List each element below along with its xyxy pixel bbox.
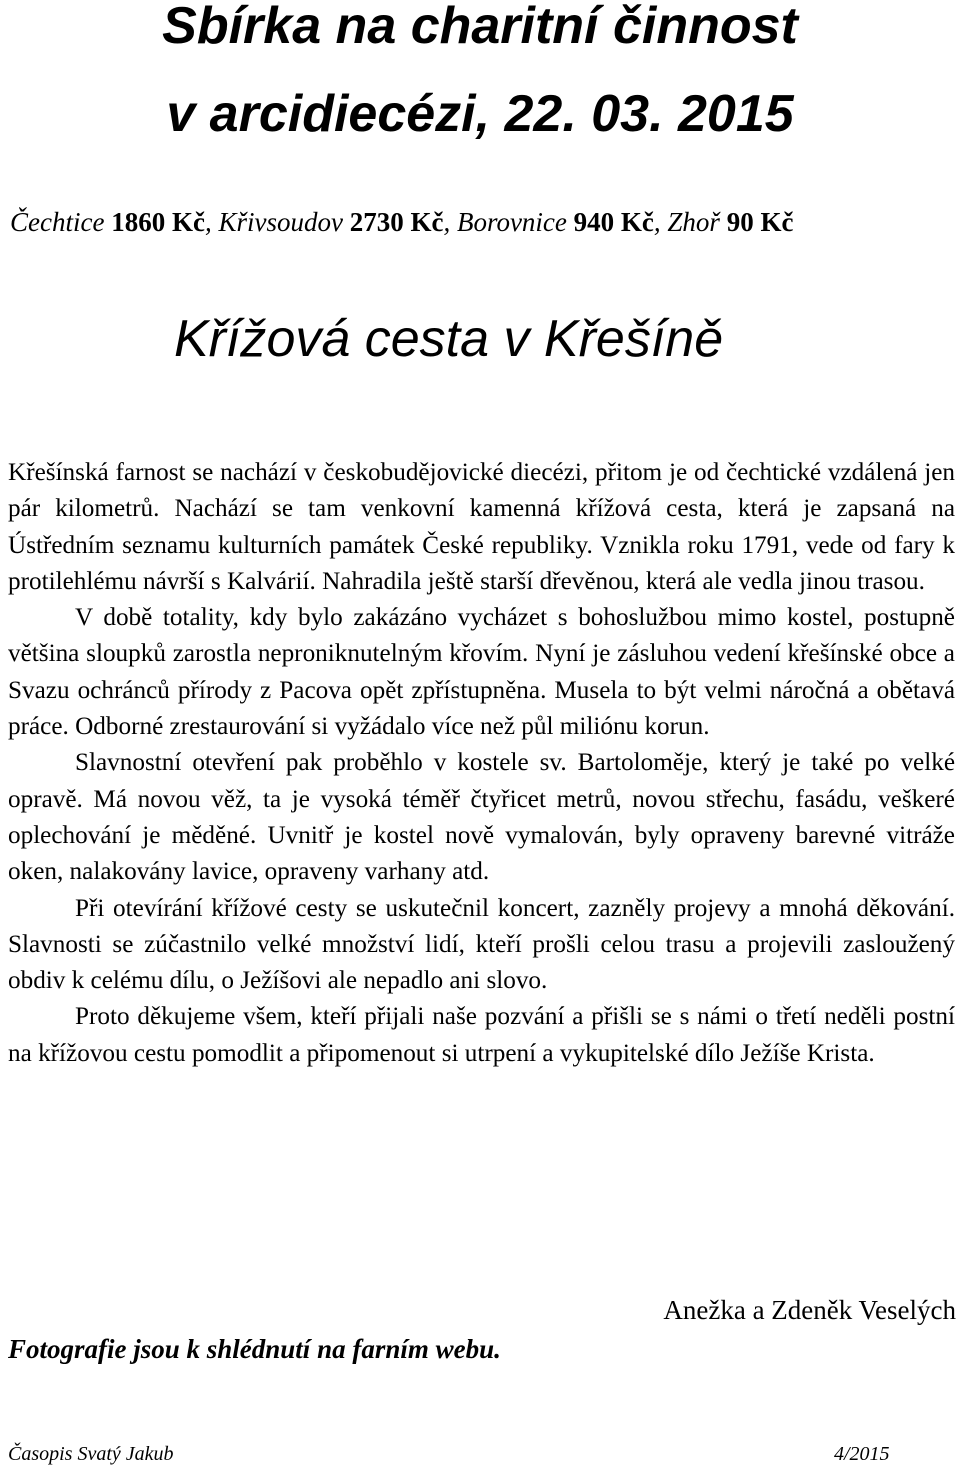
photos-note: Fotografie jsou k shlédnutí na farním webu. — [8, 1334, 501, 1364]
article-title: Křížová cesta v Křešíně — [174, 310, 724, 368]
article-paragraph: Při otevírání křížové cesty se uskutečnil koncert, zazněly projevy a mnohá děkování. Slavnosti se zúčastnilo velké množství lidí, kteří prošli celou trasu a projevili zasloužený obdiv k celému dílu, o Ježíšovi ale nepadlo ani slovo. — [8, 894, 955, 995]
article-paragraph: V době totality, kdy bylo zakázáno vycházet s bohoslužbou mimo kostel, postupně většina sloupků zarostla neproniknutelným křovím. Nyní je zásluhou vedení křešínské obce a Svazu ochránců přírody z Pacova opět zpřístupněna. Musela to být velmi náročná a obětavá práce. Odborné zrestaurování si vyžádalo více než půl miliónu korun. — [8, 604, 955, 741]
collection-amount: 1860 Kč — [111, 207, 205, 237]
collection-place: Křivsoudov — [218, 207, 343, 237]
collection-amount: 2730 Kč — [349, 207, 444, 237]
collection-results: Čechtice 1860 Kč, Křivsoudov 2730 Kč, Borovnice 940 Kč, Zhoř 90 Kč — [10, 207, 794, 237]
footer-issue: 4/2015 — [834, 1443, 890, 1465]
collection-heading-line2: v arcidiecézi, 22. 03. 2015 — [166, 85, 794, 143]
collection-amount: 90 Kč — [726, 207, 794, 237]
collection-amount: 940 Kč — [573, 207, 654, 237]
article-paragraph: Slavnostní otevření pak proběhlo v kostele sv. Bartoloměje, který je také po velké opravě. Má novou věž, ta je vysoká téměř čtyřicet metrů, novou střechu, fasádu, veškeré oplechování je měděné. Uvnitř je kostel nově vymalován, byly opraveny barevné vitráže oken, nalakovány lavice, opraveny varhany atd. — [8, 749, 955, 886]
article-paragraph: Křešínská farnost se nachází v českobudějovické diecézi, přitom je od čechtické vzdálená jen pár kilometrů. Nachází se tam venkovní kamenná křížová cesta, která je zapsaná na Ústředním seznamu kulturních památek České republiky. Vznikla roku 1791, vede od fary k protilehlému návrší s Kalvárií. Nahradila ještě starší dřevěnou, která ale vedla jinou trasou. — [8, 459, 955, 595]
article-paragraph: Proto děkujeme všem, kteří přijali naše pozvání a přišli se s námi o třetí neděli postní na křížovou cestu pomodlit a připomenout si utrpení a vykupitelské dílo Ježíše Krista. — [8, 1003, 955, 1067]
collection-place: Borovnice — [456, 207, 567, 237]
article-signature: Anežka a Zdeněk Veselých — [663, 1295, 956, 1325]
footer-publication: Časopis Svatý Jakub — [8, 1443, 174, 1465]
collection-place: Čechtice — [10, 207, 105, 237]
collection-heading-line1: Sbírka na charitní činnost — [162, 0, 798, 55]
article-body — [8, 455, 955, 1072]
collection-place: Zhoř — [667, 207, 720, 237]
